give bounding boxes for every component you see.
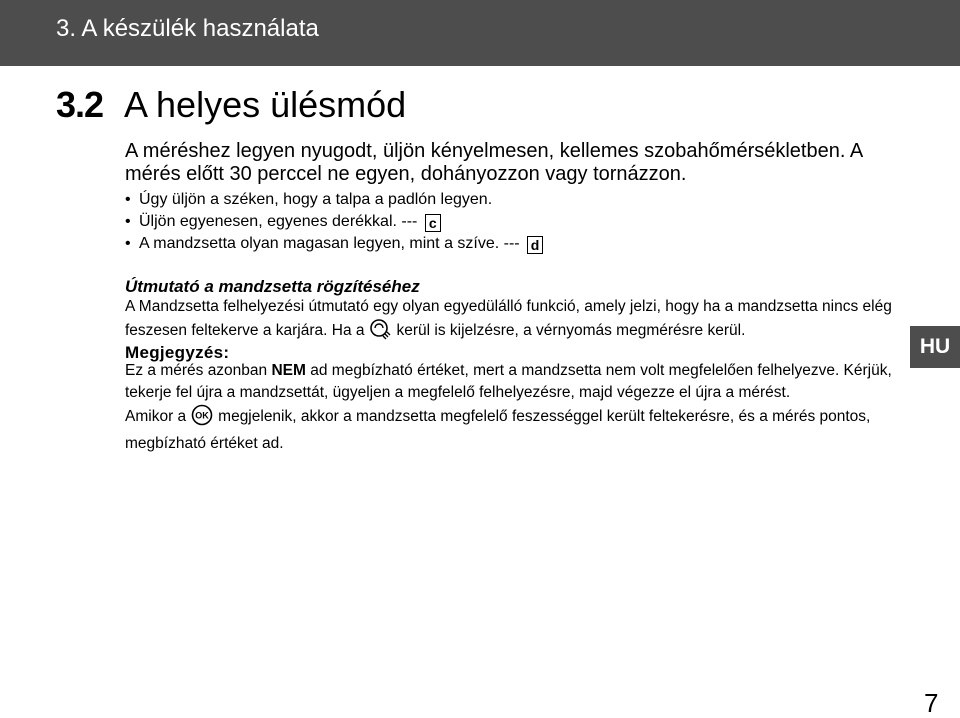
figure-reference-d: d bbox=[527, 236, 543, 254]
language-tab: HU bbox=[910, 326, 960, 368]
section-number: 3.2 bbox=[56, 84, 104, 125]
list-item bbox=[125, 189, 905, 211]
page-number: 7 bbox=[924, 688, 939, 718]
guide-heading: Útmutató a mandzsetta rögzítéséhez bbox=[125, 277, 420, 296]
guide-text-part1: A Mandzsetta felhelyezési útmutató egy olyan egyedülálló funkció, amely jelzi, hogy ha a mandzsetta nincs elég feszesen feltekerve a karjára. Ha a bbox=[125, 298, 892, 339]
list-item-text: Üljön egyenesen, egyenes derékkal. --- bbox=[139, 213, 418, 230]
list-item-text: A mandzsetta olyan magasan legyen, mint a szíve. --- bbox=[139, 235, 520, 252]
note-text-part1: Ez a mérés azonban bbox=[125, 362, 268, 379]
note-emphasis: NEM bbox=[271, 362, 306, 379]
note-text-part3: Amikor a bbox=[125, 408, 187, 425]
note-text-part4: megjelenik, akkor a mandzsetta megfelelő feszességgel került feltekerésre, és a mérés pontos, megbízható értéket ad. bbox=[125, 408, 871, 452]
guide-paragraph bbox=[125, 296, 910, 347]
ok-cuff-icon bbox=[190, 404, 214, 433]
intro-paragraph: A méréshez legyen nyugodt, üljön kényelmesen, kellemes szobahőmérsékletben. A mérés előtt 30 perccel ne egyen, dohányozzon vagy tornázzon. bbox=[125, 140, 863, 185]
header-bar bbox=[0, 0, 960, 66]
list-item bbox=[125, 233, 905, 255]
note-paragraph bbox=[125, 360, 910, 455]
posture-list bbox=[125, 189, 905, 255]
loose-cuff-icon bbox=[369, 318, 393, 347]
note-text-part2: ad megbízható értéket, mert a mandzsetta nem volt megfelelően felhelyezve. Kérjük, tekerje fel újra a mandzsettát, ügyeljen a megfelelő felhelyezésre, majd végezze el újra a mérést. bbox=[125, 362, 892, 401]
list-item-text: Úgy üljön a széken, hogy a talpa a padlón legyen. bbox=[139, 191, 493, 208]
list-item bbox=[125, 211, 905, 233]
chapter-title: 3. A készülék használata bbox=[56, 15, 319, 42]
section-title: A helyes ülésmód bbox=[124, 84, 407, 125]
note-heading: Megjegyzés: bbox=[125, 343, 230, 362]
figure-reference-c: c bbox=[425, 214, 441, 232]
guide-text-part2: kerül is kijelzésre, a vérnyomás megmérésre kerül. bbox=[396, 322, 746, 339]
ok-icon-label: OK bbox=[195, 410, 209, 421]
